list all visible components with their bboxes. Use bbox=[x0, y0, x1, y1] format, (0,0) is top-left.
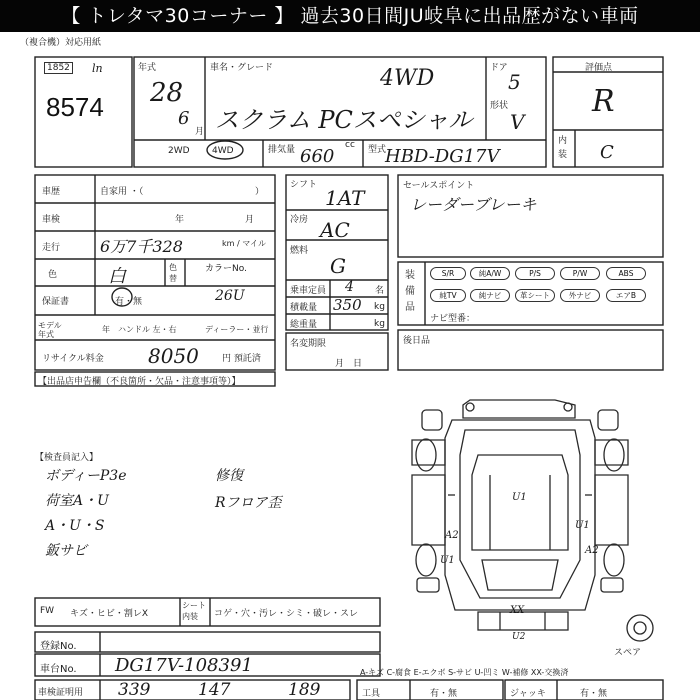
inspector-note-1: ボディーP3e bbox=[45, 468, 127, 484]
equip-navi: 純ナビ bbox=[470, 289, 510, 302]
load-value: 350 bbox=[333, 296, 362, 314]
aircon-label: 冷房 bbox=[290, 215, 309, 225]
seat-label: シート内装 bbox=[182, 601, 206, 621]
drive-2wd: 2WD bbox=[168, 146, 190, 156]
displacement-value: 660 bbox=[300, 146, 335, 167]
tools-label: 工具 bbox=[362, 689, 381, 699]
inspection-month-unit: 月 bbox=[245, 215, 255, 225]
seat-text: コゲ・穴・汚レ・シミ・破レ・スレ bbox=[214, 609, 359, 619]
mileage-label: 走行 bbox=[42, 243, 61, 253]
equip-abs: ABS bbox=[606, 267, 646, 280]
capacity-unit: 名 bbox=[375, 286, 385, 296]
shift-label: シフト bbox=[290, 180, 318, 190]
shape-value: V bbox=[510, 110, 525, 134]
fuel-value: G bbox=[330, 254, 346, 278]
equip-ps: P/S bbox=[515, 267, 555, 280]
month-value: 6 bbox=[178, 108, 190, 129]
sales-value: レーダーブレーキ bbox=[410, 195, 537, 214]
load-unit: kg bbox=[374, 302, 385, 312]
inspector-title: 【検査員記入】 bbox=[35, 453, 99, 463]
drive-note: 4WD bbox=[380, 66, 435, 91]
inspector-note-2: 荷室A・U bbox=[45, 493, 109, 509]
diagram-mark-4: U1 bbox=[440, 555, 455, 566]
equip-airbag: エアB bbox=[606, 289, 646, 302]
tools-value: 有・無 bbox=[430, 689, 458, 699]
lot-prefix: 1852 bbox=[44, 62, 73, 74]
capacity-value: 4 bbox=[345, 279, 354, 295]
diagram-mark-5: A2 bbox=[585, 545, 599, 556]
inspector-right-1: 修復 bbox=[215, 468, 243, 484]
diagram-mark-1: U1 bbox=[512, 492, 527, 503]
jack-value: 有・無 bbox=[580, 689, 608, 699]
rating-label: 評価点 bbox=[585, 63, 613, 73]
model-year-unit: 年 bbox=[102, 325, 110, 334]
cert-value-2: 147 bbox=[198, 680, 231, 700]
damage-legend: A-キズ C-腐食 E-エクボ S-サビ U-凹ミ W-補修 XX-交換済 bbox=[360, 668, 569, 677]
interior-value: C bbox=[600, 142, 614, 163]
notes-header: 【出品店申告欄（不良箇所・欠品・注意事項等）】 bbox=[38, 377, 241, 387]
equip-pw: P/W bbox=[560, 267, 600, 280]
chassis-value: DG17V-108391 bbox=[115, 655, 253, 676]
equip-sr: S/R bbox=[430, 267, 466, 280]
color-change-label: 色替 bbox=[169, 263, 177, 283]
spare-label: スペア bbox=[614, 648, 642, 658]
recycle-unit: 円 預託済 bbox=[222, 354, 261, 364]
inspector-right-2: Rフロア歪 bbox=[215, 495, 282, 511]
mileage-value: 6万7千328 bbox=[100, 237, 183, 256]
car-value: スクラム PCスペシャル bbox=[215, 106, 473, 134]
lot-suffix: ln bbox=[92, 62, 103, 75]
chassis-label: 車台No. bbox=[40, 664, 77, 675]
drive-4wd: 4WD bbox=[212, 146, 234, 156]
year-value: 28 bbox=[150, 78, 184, 108]
color-label: 色 bbox=[48, 270, 58, 280]
diagram-mark-3: A2 bbox=[445, 530, 459, 541]
navi-label: ナビ型番： bbox=[430, 314, 476, 324]
inspection-label: 車検 bbox=[42, 215, 61, 225]
car-diagram bbox=[412, 400, 653, 641]
warranty-label: 保証書 bbox=[42, 297, 70, 307]
inspection-year-unit: 年 bbox=[175, 215, 185, 225]
form-label: （複合機）対応用紙 bbox=[20, 38, 102, 48]
color-no-label: カラーNo. bbox=[205, 264, 247, 274]
cert-label: 車検証明用 bbox=[38, 688, 84, 698]
model-year-label: モデル年式 bbox=[38, 321, 62, 339]
recycle-label: リサイクル料金 bbox=[42, 354, 104, 364]
dealer-label: ディーラー・並行 bbox=[205, 325, 269, 334]
color-no-value: 26U bbox=[215, 288, 245, 304]
warranty-value: 有・無 bbox=[115, 297, 143, 307]
fw-label: FW bbox=[40, 606, 55, 616]
diagram-mark-7: U2 bbox=[512, 632, 526, 642]
load-label: 積載量 bbox=[290, 303, 318, 313]
equip-label: 装備品 bbox=[405, 270, 415, 313]
diagram-mark-2: U1 bbox=[575, 520, 590, 531]
model-label: 型式 bbox=[368, 145, 387, 155]
fw-text: キズ・ヒビ・割レX bbox=[70, 609, 148, 619]
name-change-unit: 月 日 bbox=[335, 359, 363, 369]
diagram-mark-6: XX bbox=[510, 605, 525, 616]
door-label: ドア bbox=[490, 63, 508, 73]
mileage-units: km / マイル bbox=[222, 239, 267, 248]
aircon-value: AC bbox=[320, 218, 350, 242]
history-label: 車歴 bbox=[42, 187, 61, 197]
shape-label: 形状 bbox=[490, 101, 509, 111]
fuel-label: 燃料 bbox=[290, 246, 309, 256]
displacement-unit: cc bbox=[345, 140, 355, 150]
sales-label: セールスポイント bbox=[403, 181, 475, 191]
interior-label: 内装 bbox=[558, 136, 568, 160]
equip-alloy: 純A/W bbox=[470, 267, 510, 280]
gross-label: 総重量 bbox=[290, 320, 318, 330]
month-unit: 月 bbox=[195, 127, 205, 137]
model-value: HBD-DG17V bbox=[385, 146, 500, 167]
year-label: 年式 bbox=[138, 63, 157, 73]
history-text: 自家用 ・（ bbox=[100, 187, 144, 197]
gross-unit: kg bbox=[374, 319, 385, 329]
equip-tv: 純TV bbox=[430, 289, 466, 302]
cert-value-1: 339 bbox=[118, 680, 151, 700]
lot-number: 8574 bbox=[46, 92, 104, 122]
history-close: ） bbox=[255, 187, 265, 197]
handle-label: ハンドル 左・右 bbox=[118, 325, 177, 334]
equip-leather: 革シート bbox=[515, 289, 555, 302]
equip-ext-navi: 外ナビ bbox=[560, 289, 600, 302]
recycle-value: 8050 bbox=[148, 344, 199, 368]
jack-label: ジャッキ bbox=[510, 689, 546, 699]
car-label: 車名・グレード bbox=[210, 63, 274, 73]
later-label: 後日品 bbox=[403, 336, 431, 346]
cert-value-3: 189 bbox=[288, 680, 321, 700]
registration-label: 登録No. bbox=[40, 641, 77, 652]
color-value: 白 bbox=[108, 266, 126, 287]
door-value: 5 bbox=[508, 70, 521, 94]
title-banner: 【 トレタマ30コーナー 】 過去30日間JU岐阜に出品歴がない車両 bbox=[0, 0, 700, 32]
inspector-note-4: 鈑サビ bbox=[45, 543, 87, 559]
capacity-label: 乗車定員 bbox=[290, 286, 327, 296]
inspector-note-3: A・U・S bbox=[45, 518, 105, 534]
name-change-label: 名変期限 bbox=[290, 339, 327, 349]
displacement-label: 排気量 bbox=[268, 145, 296, 155]
shift-value: 1AT bbox=[325, 186, 365, 210]
rating-value: R bbox=[592, 84, 615, 119]
